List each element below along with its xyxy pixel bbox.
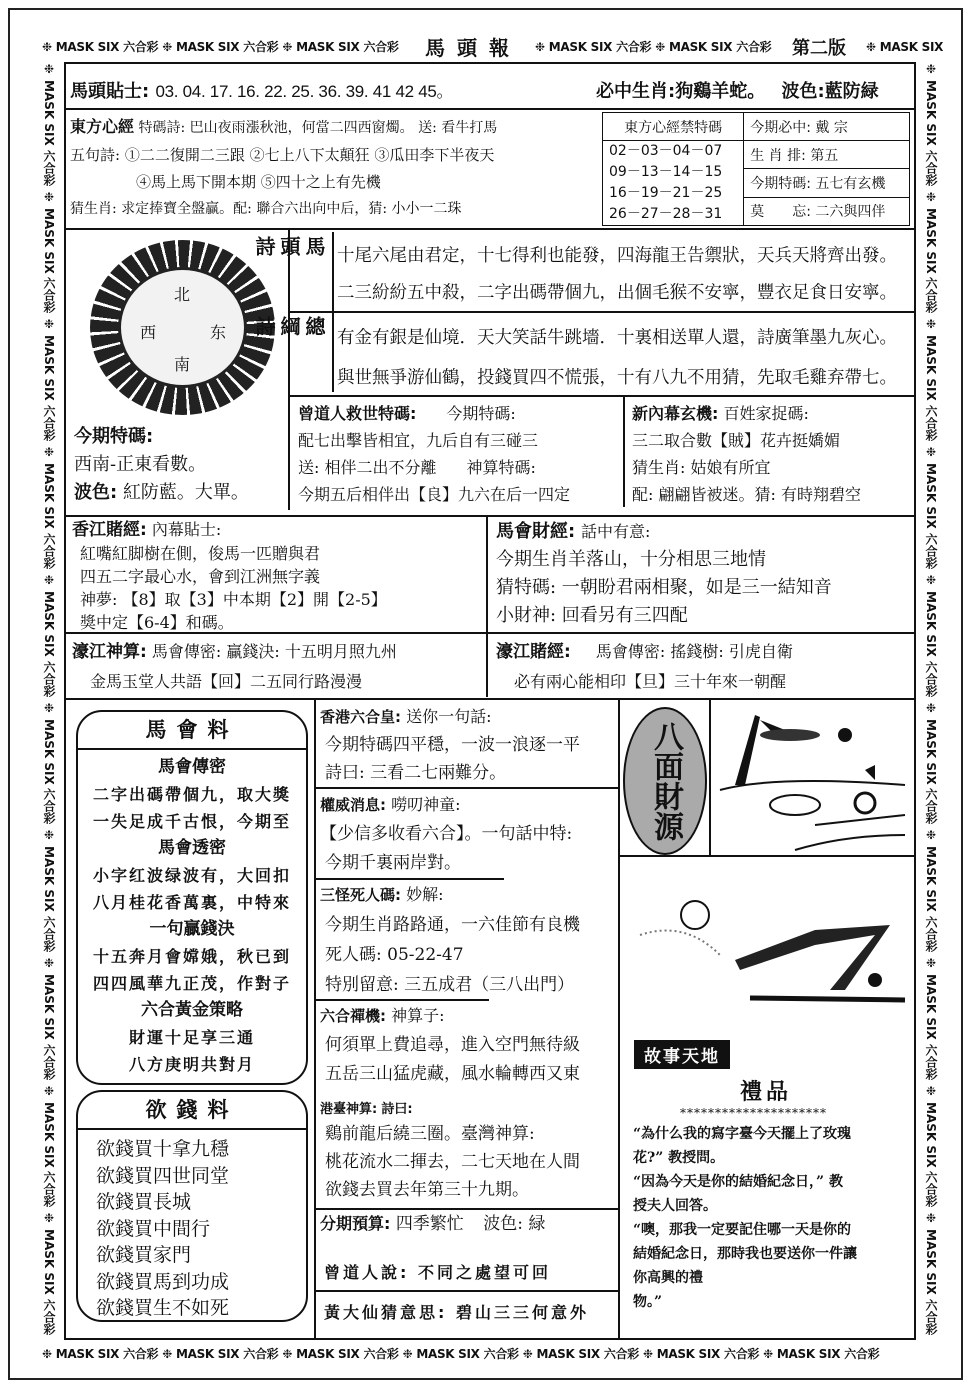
border-flower-icon: ❉ xyxy=(42,572,56,587)
border-cn: 六合彩 xyxy=(42,1043,56,1080)
quanwei-title: 權威消息: xyxy=(320,796,386,814)
haojiang-shen-title: 濠江神算: xyxy=(72,642,147,662)
mahui-line: 一失足成千古恨，今期至 xyxy=(92,812,291,831)
border-text: MASK SIX xyxy=(42,590,56,657)
border-strip-top xyxy=(42,38,403,56)
border-flower-icon: ❉ xyxy=(924,1083,938,1098)
gangtai-sub: 詩曰: xyxy=(381,1102,413,1117)
mahui-section-head: 一句贏錢決 xyxy=(149,919,235,939)
story-line: “噢，那我一定要記住哪一天是你的 xyxy=(633,1222,852,1238)
fenqi-title: 分期預算: xyxy=(320,1214,391,1233)
compass-color-label: 波色: xyxy=(74,482,118,503)
border-cn: 六合彩 xyxy=(924,1043,938,1080)
border-text: MASK SIX xyxy=(656,1347,721,1361)
border-text: MASK SIX xyxy=(42,335,56,402)
border-cn: 六合彩 xyxy=(483,1347,519,1361)
special-value: 西南-正東看數。 xyxy=(74,454,207,475)
haojiang-du-line: 必有兩心能相印【旦】三十年來一朝醒 xyxy=(514,672,787,691)
mahui-line: 十五奔月會嫦娥，秋已到 xyxy=(92,947,291,966)
divider xyxy=(288,230,290,510)
quanwei-section: 權威消息: 嘮叨神童: 【少信多收看六合】。一句話中特: 今期千裏兩岸對。 xyxy=(320,795,573,873)
border-cn: 六合彩 xyxy=(924,277,938,314)
chanji-sub: 神算子: xyxy=(391,1006,445,1025)
border-cn: 六合彩 xyxy=(724,1347,760,1361)
sanguai-sub: 妙解: xyxy=(406,885,444,904)
tips-numbers: 03. 04. 17. 16. 22. 25. 36. 39. 41 42 45。 xyxy=(155,82,454,101)
divider xyxy=(290,311,914,313)
sanguai-title: 三怪死人碼: xyxy=(320,886,401,904)
five-line-2: ④馬上馬下開本期 ⑤四十之上有先機 xyxy=(136,173,381,191)
liuhehuang-section: 香港六合皇: 送你一句話: 今期特碼四平穩，一波一浪逐一平 詩曰: 三看二七兩難分。 xyxy=(320,707,580,783)
sun-icon xyxy=(838,728,852,742)
border-flower-icon: ❉ xyxy=(924,1211,938,1226)
flag-icon xyxy=(865,765,875,780)
border-flower-icon: ❉ xyxy=(924,445,938,460)
story-line: “為什么我的寫字臺今天擺上了玫瑰 xyxy=(633,1126,852,1142)
border-flower-icon: ❉ xyxy=(924,189,938,204)
border-cn: 六合彩 xyxy=(924,916,938,953)
zeng-line: 配七出擊皆相宜，九后自有三碰三 xyxy=(298,431,539,450)
border-flower-icon: ❉ xyxy=(763,1347,773,1361)
border-strip-top-end xyxy=(866,38,947,56)
zeng-title: 曾道人救世特碼: xyxy=(298,404,417,423)
compass-west: 西 xyxy=(140,323,157,342)
border-text: MASK SIX xyxy=(42,463,56,529)
xiangjiang-title: 香江賭經: xyxy=(72,520,147,540)
mahui-liao-title: 馬會料 xyxy=(78,712,306,750)
moon-icon xyxy=(681,901,709,929)
border-text: MASK SIX xyxy=(924,463,938,529)
border-text: MASK SIX xyxy=(536,1347,600,1361)
yuqian-line: 欲錢買長城 xyxy=(96,1191,192,1213)
mahui-section-head: 馬會傳密 xyxy=(158,757,226,777)
landscape-illustration-1 xyxy=(715,705,915,855)
story-line: 花?” 教授問。 xyxy=(633,1150,725,1166)
border-cn: 六合彩 xyxy=(243,1347,279,1361)
border-text: MASK SIX xyxy=(924,718,938,785)
zonggang-poem-lines: 有金有銀是仙境．天大笑話牛跳墻．十裏相送單人還，詩廣筆墨九灰心。 與世無爭游仙鶴，投錢買四不慌張，十有八九不用猜，先取毛雞弃帶七。 xyxy=(337,328,897,388)
banned-table xyxy=(602,112,910,226)
divider xyxy=(64,632,916,634)
newspaper-title: 馬頭報 xyxy=(425,36,521,60)
border-text: MASK SIX xyxy=(879,40,944,54)
border-text: MASK SIX xyxy=(924,974,938,1040)
mahui-cai-title: 馬會財經: xyxy=(496,521,576,542)
zeng-line: 神算特碼: xyxy=(466,458,536,477)
border-flower-icon: ❉ xyxy=(42,1347,52,1361)
border-text: MASK SIX xyxy=(42,80,56,146)
border-cn: 六合彩 xyxy=(123,1347,159,1361)
neimu-line: 配: 翩翩皆被迷。猜: 有時翔碧空 xyxy=(632,485,861,504)
neimu-sub: 百姓家捉碼: xyxy=(723,404,809,423)
compass-south: 南 xyxy=(174,355,191,374)
tips-row xyxy=(70,77,453,103)
border-cn: 六合彩 xyxy=(42,916,56,953)
border-text: MASK SIX xyxy=(924,590,938,657)
haojiang-shen-sub: 馬會傳密: 贏錢決: 十五明月照九州 xyxy=(151,642,397,661)
mahui-line: 財運十足享三通 xyxy=(128,1028,255,1047)
border-text: MASK SIX xyxy=(175,40,240,54)
yuqian-line: 欲錢買馬到功成 xyxy=(96,1270,230,1293)
border-text: MASK SIX xyxy=(42,846,56,913)
dongfang-guess: 猜生肖: 求定捧寶全盤贏。配: 聯合六出向中后，猜: 小小一二珠 xyxy=(70,201,462,217)
haojiang-shen-line: 金馬玉堂人共語【回】二五同行路漫漫 xyxy=(90,672,363,691)
border-flower-icon: ❉ xyxy=(924,62,938,76)
zodiac-label: 必中生肖: xyxy=(596,81,676,102)
border-strip-right xyxy=(922,62,940,1339)
squirrel-icon xyxy=(770,795,820,815)
bamian-badge xyxy=(623,707,707,855)
tips-label: 馬頭貼士: xyxy=(70,81,150,102)
mahui-line: 二字出碼帶個九，取大獎 xyxy=(92,785,291,804)
border-text: MASK SIX xyxy=(42,1229,56,1296)
side-info-3: 莫 忘: 二六與四伴 xyxy=(744,197,910,225)
border-flower-icon: ❉ xyxy=(42,445,56,460)
gangtai-section: 港臺神算: 詩曰: 鷄前龍后繞三圈。臺灣神算: 桃花流水二揮去，二七天地在人間 欲錢去買去年第三十九期。 xyxy=(320,1102,580,1200)
chanji-title: 六合禪機: xyxy=(320,1007,386,1025)
border-text: MASK SIX xyxy=(42,207,56,274)
mahui-line: 八月桂花香萬裏，中特來 xyxy=(92,893,291,912)
border-text: MASK SIX xyxy=(55,1347,120,1361)
yuqian-liao-title: 欲錢料 xyxy=(78,1092,306,1130)
border-flower-icon: ❉ xyxy=(42,40,52,54)
pine-branch-icon xyxy=(735,925,890,990)
border-cn: 六合彩 xyxy=(363,1347,399,1361)
border-cn: 六合彩 xyxy=(42,277,56,314)
yuqian-liao-box xyxy=(76,1090,308,1322)
haojiang-du-sub: 馬會傳密: 搖錢樹: 引虎自衛 xyxy=(595,642,793,661)
border-strip-left xyxy=(40,62,58,1339)
border-flower-icon: ❉ xyxy=(42,1083,56,1098)
mahui-cai-sub: 話中有意: xyxy=(580,522,651,541)
haojiang-du-title: 濠江賭經: xyxy=(496,642,571,662)
border-cn: 六合彩 xyxy=(736,40,772,54)
compass-color-value: 紅防藍。大單。 xyxy=(122,482,249,503)
divider xyxy=(709,700,711,855)
tips-zodiac xyxy=(596,77,879,103)
liuhehuang-title: 香港六合皇: xyxy=(320,708,401,726)
divider xyxy=(64,108,916,110)
border-text: MASK SIX xyxy=(668,40,733,54)
border-text: MASK SIX xyxy=(42,1101,56,1168)
yuqian-line: 欲錢買家門 xyxy=(96,1244,192,1266)
xiangjiang-sub: 內幕貼士: xyxy=(151,520,222,539)
border-text: MASK SIX xyxy=(924,846,938,913)
fenqi-value: 四季繁忙 xyxy=(395,1214,464,1234)
color-label: 波色: xyxy=(781,81,825,102)
border-cn: 六合彩 xyxy=(603,1347,639,1361)
story-line: 物。” xyxy=(633,1294,663,1310)
border-cn: 六合彩 xyxy=(924,532,938,569)
bush-icon xyxy=(760,729,820,741)
mahui-line: 八方庚明共對月 xyxy=(128,1055,255,1074)
border-flower-icon: ❉ xyxy=(924,572,938,587)
edition-label: 第二版 xyxy=(792,38,846,59)
border-text: MASK SIX xyxy=(42,718,56,785)
story-line: 你高興的禮 xyxy=(633,1270,703,1286)
fenqi-color-label: 波色: xyxy=(483,1214,523,1234)
story-stars: ********************* xyxy=(680,1106,827,1120)
border-flower-icon: ❉ xyxy=(42,189,56,204)
neimu-section xyxy=(632,400,861,508)
bamian-text: 八面財源 xyxy=(648,721,683,841)
border-cn: 六合彩 xyxy=(924,788,938,825)
tree-icon xyxy=(735,715,785,785)
landscape-illustration-2 xyxy=(625,880,910,1020)
border-text: MASK SIX xyxy=(924,335,938,402)
border-flower-icon: ❉ xyxy=(282,1347,293,1361)
border-strip-bottom xyxy=(42,1345,883,1363)
zodiac-value: 狗鷄羊蛇。 xyxy=(675,81,766,102)
side-info-2: 今期特碼: 五七有玄機 xyxy=(744,169,910,197)
border-flower-icon: ❉ xyxy=(924,317,938,332)
five-line-1: ①二二復開二三跟 ②七上八下太顛狂 ③瓜田李下半夜天 xyxy=(124,146,495,164)
border-cn: 六合彩 xyxy=(42,405,56,442)
divider xyxy=(64,228,916,230)
mahui-cai-section: 馬會財經: 話中有意: 今期生肖羊落山，十分相思三地情 猜特碼: 一朝盼君兩相聚，如是三一結知音 小財神: 回看另有三四配 xyxy=(496,521,832,626)
border-cn: 六合彩 xyxy=(844,1347,880,1361)
dongfang-section xyxy=(70,113,598,223)
border-flower-icon: ❉ xyxy=(924,700,938,715)
divider xyxy=(623,397,625,507)
border-flower-icon: ❉ xyxy=(535,40,545,54)
border-flower-icon: ❉ xyxy=(42,1211,56,1226)
gangtai-title: 港臺神算: xyxy=(320,1102,378,1117)
matou-poem-title: 馬頭詩 xyxy=(252,236,326,260)
haojiang-du-section xyxy=(496,637,793,697)
banned-numbers: 02－03－04－07 09－13－14－15 16－19－21－25 26－27－28－31 xyxy=(603,141,744,226)
mahui-liao-box xyxy=(76,710,308,1085)
yuqian-line: 欲錢買中間行 xyxy=(96,1217,211,1240)
border-flower-icon: ❉ xyxy=(42,828,56,843)
border-text: MASK SIX xyxy=(416,1347,480,1361)
compass-dial xyxy=(90,240,275,415)
side-info-0: 今期必中: 戴 宗 xyxy=(744,113,910,141)
fenqi-section xyxy=(320,1211,545,1237)
border-flower-icon: ❉ xyxy=(402,1347,413,1361)
haojiang-shen-section xyxy=(72,637,397,697)
border-cn: 六合彩 xyxy=(42,660,56,697)
border-flower-icon: ❉ xyxy=(282,40,293,54)
border-flower-icon: ❉ xyxy=(42,956,56,971)
border-cn: 六合彩 xyxy=(243,40,279,54)
compass-east: 东 xyxy=(210,323,227,342)
xiangjiang-section: 香江賭經: 內幕貼士: 紅嘴紅脚樹在側，俊馬一匹贈與君 四五二字最心水，會到江洲無字義 神夢: 【8】取【3】中本期【2】開【2-5】 獎中定【6-4】和碼。 xyxy=(72,520,387,632)
mahui-line: 小字红波绿波有，大回扣 xyxy=(92,866,291,885)
liuhehuang-sub: 送你一句話: xyxy=(406,707,492,726)
border-cn: 六合彩 xyxy=(924,1299,938,1336)
border-cn: 六合彩 xyxy=(42,149,56,186)
border-cn: 六合彩 xyxy=(616,40,652,54)
border-flower-icon: ❉ xyxy=(42,317,56,332)
border-cn: 六合彩 xyxy=(42,1171,56,1208)
neimu-title: 新內幕玄機: xyxy=(632,404,719,423)
border-flower-icon: ❉ xyxy=(522,1347,533,1361)
border-cn: 六合彩 xyxy=(924,149,938,186)
border-cn: 六合彩 xyxy=(123,40,159,54)
border-cn: 六合彩 xyxy=(924,405,938,442)
chanji-section: 六合禪機: 神算子: 何須單上費追尋，進入空門無待級 五岳三山猛虎藏，風水輪轉西又東 xyxy=(320,1006,580,1084)
zeng-sub: 今期特碼: xyxy=(446,404,516,423)
zeng-section xyxy=(298,400,620,508)
zeng-line: 今期五后相伴出【良】九六在后一四定 xyxy=(298,485,571,504)
border-cn: 六合彩 xyxy=(42,532,56,569)
border-flower-icon: ❉ xyxy=(866,40,876,54)
story-line: “因為今天是你的結婚紀念日，” 教 xyxy=(633,1174,843,1190)
matou-poem-lines: 十尾六尾由君定，十七得利也能發，四海龍王告禦狀，天兵天將齊出發。 二三紛紛五中殺，二字出碼帶個九，出個毛猴不安寧，豐衣足食日安寧。 xyxy=(337,246,897,303)
story-body xyxy=(633,1122,857,1314)
special-label: 今期特碼: xyxy=(74,426,154,447)
border-cn: 六合彩 xyxy=(42,1299,56,1336)
border-flower-icon: ❉ xyxy=(162,40,172,54)
story-badge: 故事天地 xyxy=(634,1040,730,1069)
sanguai-section: 三怪死人碼: 妙解: 今期生肖路路通，一六佳節有良機 死人碼: 05-22-47 特別留意: 三五成君（三八出門） xyxy=(320,885,580,995)
mahui-section-head: 六合黃金策略 xyxy=(141,1000,243,1020)
border-text: MASK SIX xyxy=(175,1347,240,1361)
story-line: 授夫人回答。 xyxy=(633,1198,717,1214)
border-flower-icon: ❉ xyxy=(924,828,938,843)
divider xyxy=(620,855,916,857)
border-text: MASK SIX xyxy=(924,1101,938,1168)
compass-text xyxy=(74,423,249,507)
quanwei-sub: 嘮叨神童: xyxy=(391,795,461,814)
border-text: MASK SIX xyxy=(42,974,56,1040)
border-cn: 六合彩 xyxy=(363,40,399,54)
border-text: MASK SIX xyxy=(924,80,938,146)
flower-icon xyxy=(855,793,875,813)
five-label: 五句詩: xyxy=(70,146,121,164)
dongfang-poem: 特碼詩: 巴山夜雨漲秋池，何當二四西窗燭。 送: 看牛打馬 xyxy=(138,120,498,136)
border-text: MASK SIX xyxy=(296,40,360,54)
yuqian-line: 欲錢買四世同堂 xyxy=(96,1164,230,1187)
zeng-say: 曾道人說: 不同之處望可回 xyxy=(324,1263,551,1282)
divider xyxy=(486,517,488,697)
fenqi-color: 緑 xyxy=(528,1214,546,1234)
border-flower-icon: ❉ xyxy=(162,1347,172,1361)
border-strip-top-right xyxy=(535,38,775,56)
border-text: MASK SIX xyxy=(55,40,120,54)
border-cn: 六合彩 xyxy=(924,1171,938,1208)
color-value: 藍防緑 xyxy=(824,81,879,102)
neimu-line: 三二取合數【賊】花卉挺嬌媚 xyxy=(632,431,841,450)
divider xyxy=(314,1290,620,1292)
story-line: 結婚紀念日，那時我也要送你一件讓 xyxy=(633,1246,857,1262)
border-flower-icon: ❉ xyxy=(42,62,56,76)
divider xyxy=(64,515,916,517)
compass-north: 北 xyxy=(174,285,191,304)
border-cn: 六合彩 xyxy=(42,788,56,825)
huang-guess: 黃大仙猜意思: 碧山三三何意外 xyxy=(324,1303,589,1322)
story-title: 禮品 xyxy=(740,1080,793,1105)
border-text: MASK SIX xyxy=(924,207,938,274)
divider xyxy=(290,395,914,397)
border-text: MASK SIX xyxy=(296,1347,360,1361)
divider xyxy=(314,787,620,789)
side-info-1: 生 肖 排: 第五 xyxy=(744,141,910,169)
border-cn: 六合彩 xyxy=(924,660,938,697)
border-flower-icon: ❉ xyxy=(655,40,665,54)
mahui-line: 四四風華九正茂，作對子 xyxy=(92,974,291,993)
zeng-line: 送: 相伴二出不分離 xyxy=(298,458,437,477)
dongfang-title: 東方心經 xyxy=(70,117,135,136)
border-text: MASK SIX xyxy=(924,1229,938,1296)
zonggang-poem-title: 總綱詩 xyxy=(252,316,326,340)
neimu-line: 猜生肖: 姑娘有所宜 xyxy=(632,458,771,477)
banned-title: 東方心經禁特碼 xyxy=(603,113,744,141)
border-flower-icon: ❉ xyxy=(642,1347,653,1361)
border-text: MASK SIX xyxy=(548,40,613,54)
divider xyxy=(314,1208,620,1210)
border-flower-icon: ❉ xyxy=(42,700,56,715)
mahui-section-head: 馬會透密 xyxy=(158,838,226,858)
yuqian-line: 欲錢買生不如死 xyxy=(96,1297,230,1319)
border-text: MASK SIX xyxy=(776,1347,841,1361)
border-flower-icon: ❉ xyxy=(924,956,938,971)
yuqian-line: 欲錢買十拿九穩 xyxy=(96,1138,230,1160)
